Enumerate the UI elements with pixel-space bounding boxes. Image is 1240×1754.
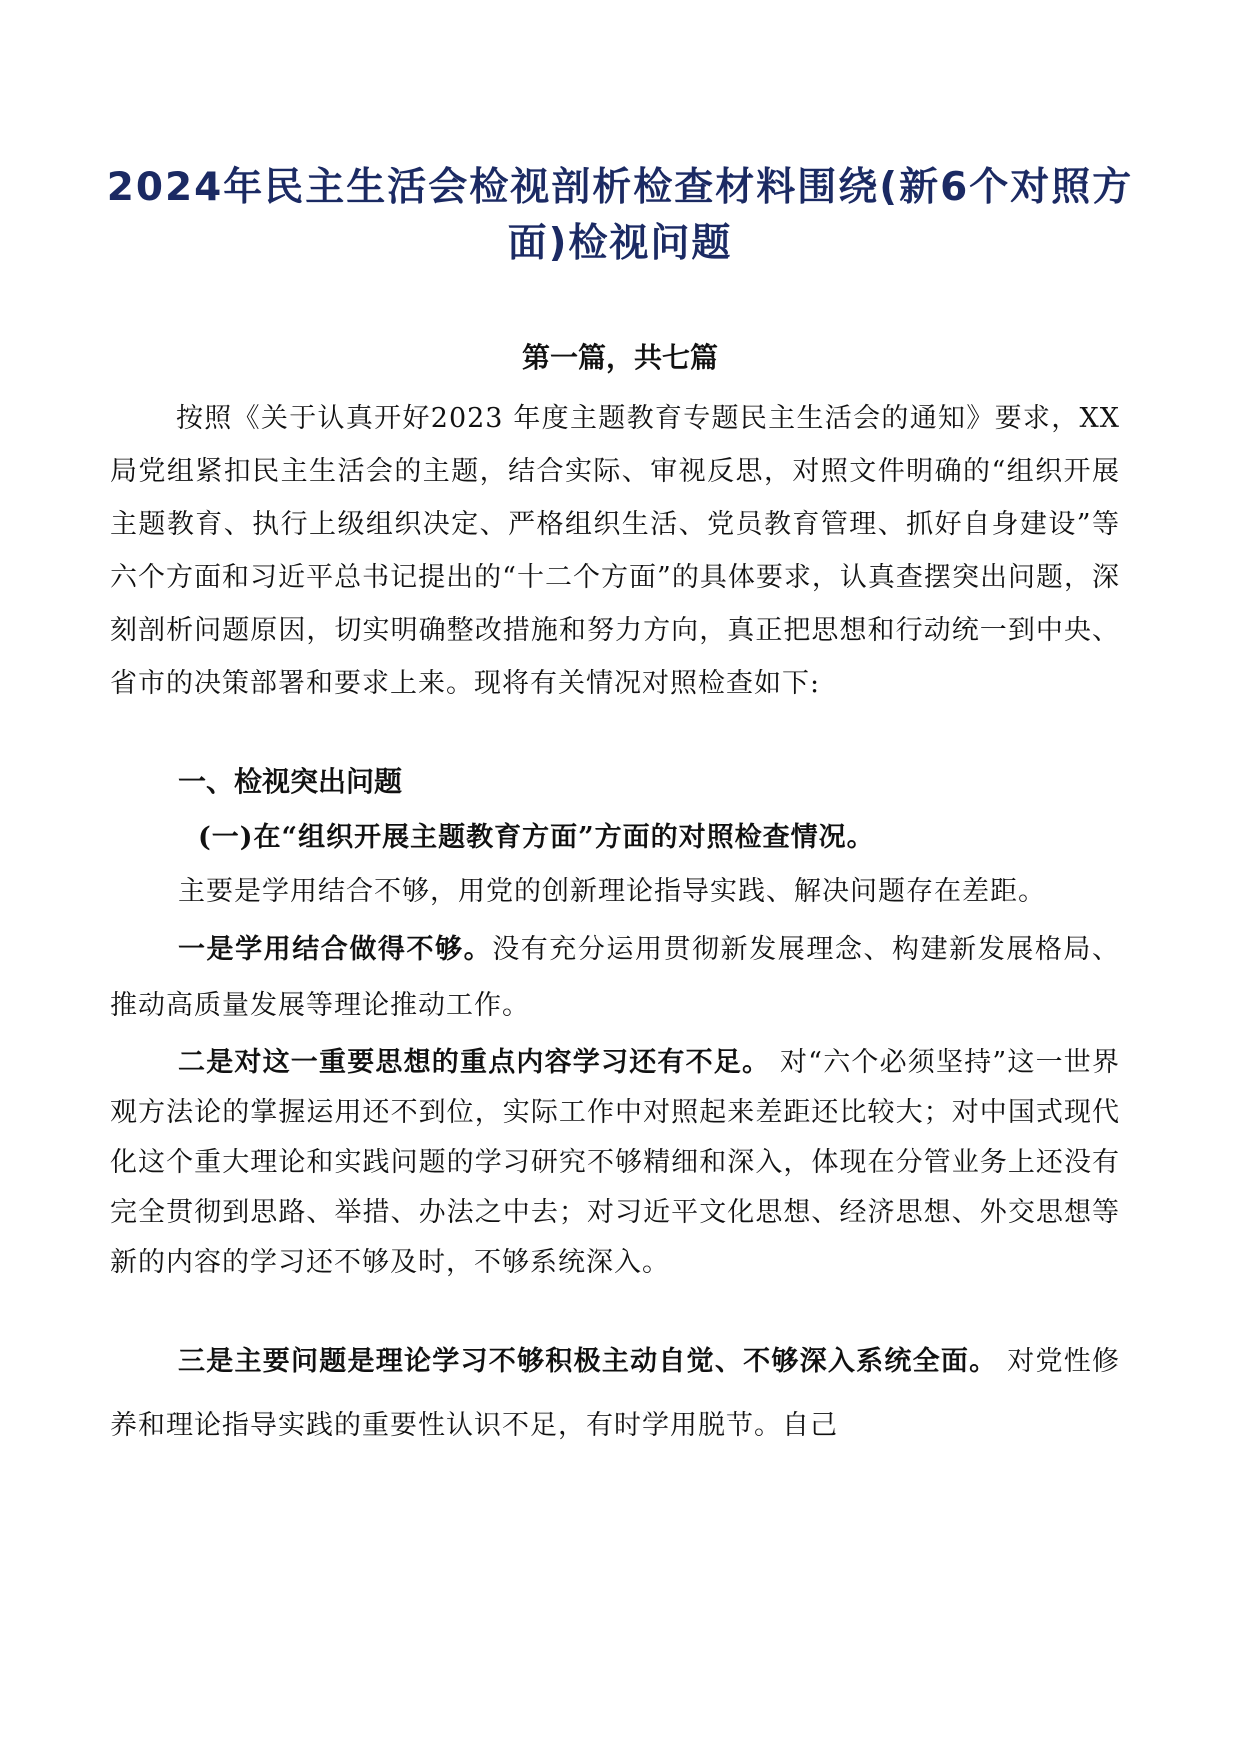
point-lead-2: 二是对这一重要思想的重点内容学习还有不足。 xyxy=(178,1047,771,1078)
point-lead-3: 三是主要问题是理论学习不够积极主动自觉、不够深入系统全面。 xyxy=(178,1346,998,1377)
point-text-3: 对党性修养和理论指导实践的重要性认识不足，有时学用脱节。自己 xyxy=(110,1346,1120,1441)
point-paragraph-3 xyxy=(110,1330,1120,1458)
point-text-2: 对“六个必须坚持”这一世界观方法论的掌握运用还不到位，实际工作中对照起来差距还比较大；对中国式现代化这个重大理论和实践问题的学习研究不够精细和深入，体现在分管业务上还没有完全贯彻到思路、举措、办法之中去；对习近平文化思想、经济思想、外交思想等新的内容的学习还不够及时，不够系统深入。 xyxy=(110,1047,1120,1278)
document-title: 2024年民主生活会检视剖析检查材料围绕(新6个对照方面)检视问题 xyxy=(106,165,1134,266)
section-heading: 一、检视突出问题 xyxy=(178,765,403,798)
point-paragraph-1 xyxy=(110,922,1120,1034)
point-text-1: 没有充分运用贯彻新发展理念、构建新发展格局、推动高质量发展等理论推动工作。 xyxy=(110,934,1120,1021)
document-subtitle: 第一篇，共七篇 xyxy=(521,341,718,374)
point-lead-1: 一是学用结合做得不够。 xyxy=(178,934,493,965)
subsection-heading: (一)在“组织开展主题教育方面”方面的对照检查情况。 xyxy=(198,822,875,853)
intro-paragraph: 按照《关于认真开好2023 年度主题教育专题民主生活会的通知》要求，XX 局党组紧扣民主生活会的主题，结合实际、审视反思，对照文件明确的“组织开展主题教育、执行上级组织决定、严格组织生活、党员教育管理、抓好自身建设”等六个方面和习近平总书记提出的“十二个方面”的具体要求，认真查摆突出问题，深刻剖析问题原因，切实明确整改措施和努力方向，真正把思想和行动统一到中央、省市的决策部署和要求上来。现将有关情况对照检查如下: xyxy=(110,403,1120,699)
summary-paragraph: 主要是学用结合不够，用党的创新理论指导实践、解决问题存在差距。 xyxy=(178,876,1046,907)
point-paragraph-2 xyxy=(110,1038,1120,1288)
